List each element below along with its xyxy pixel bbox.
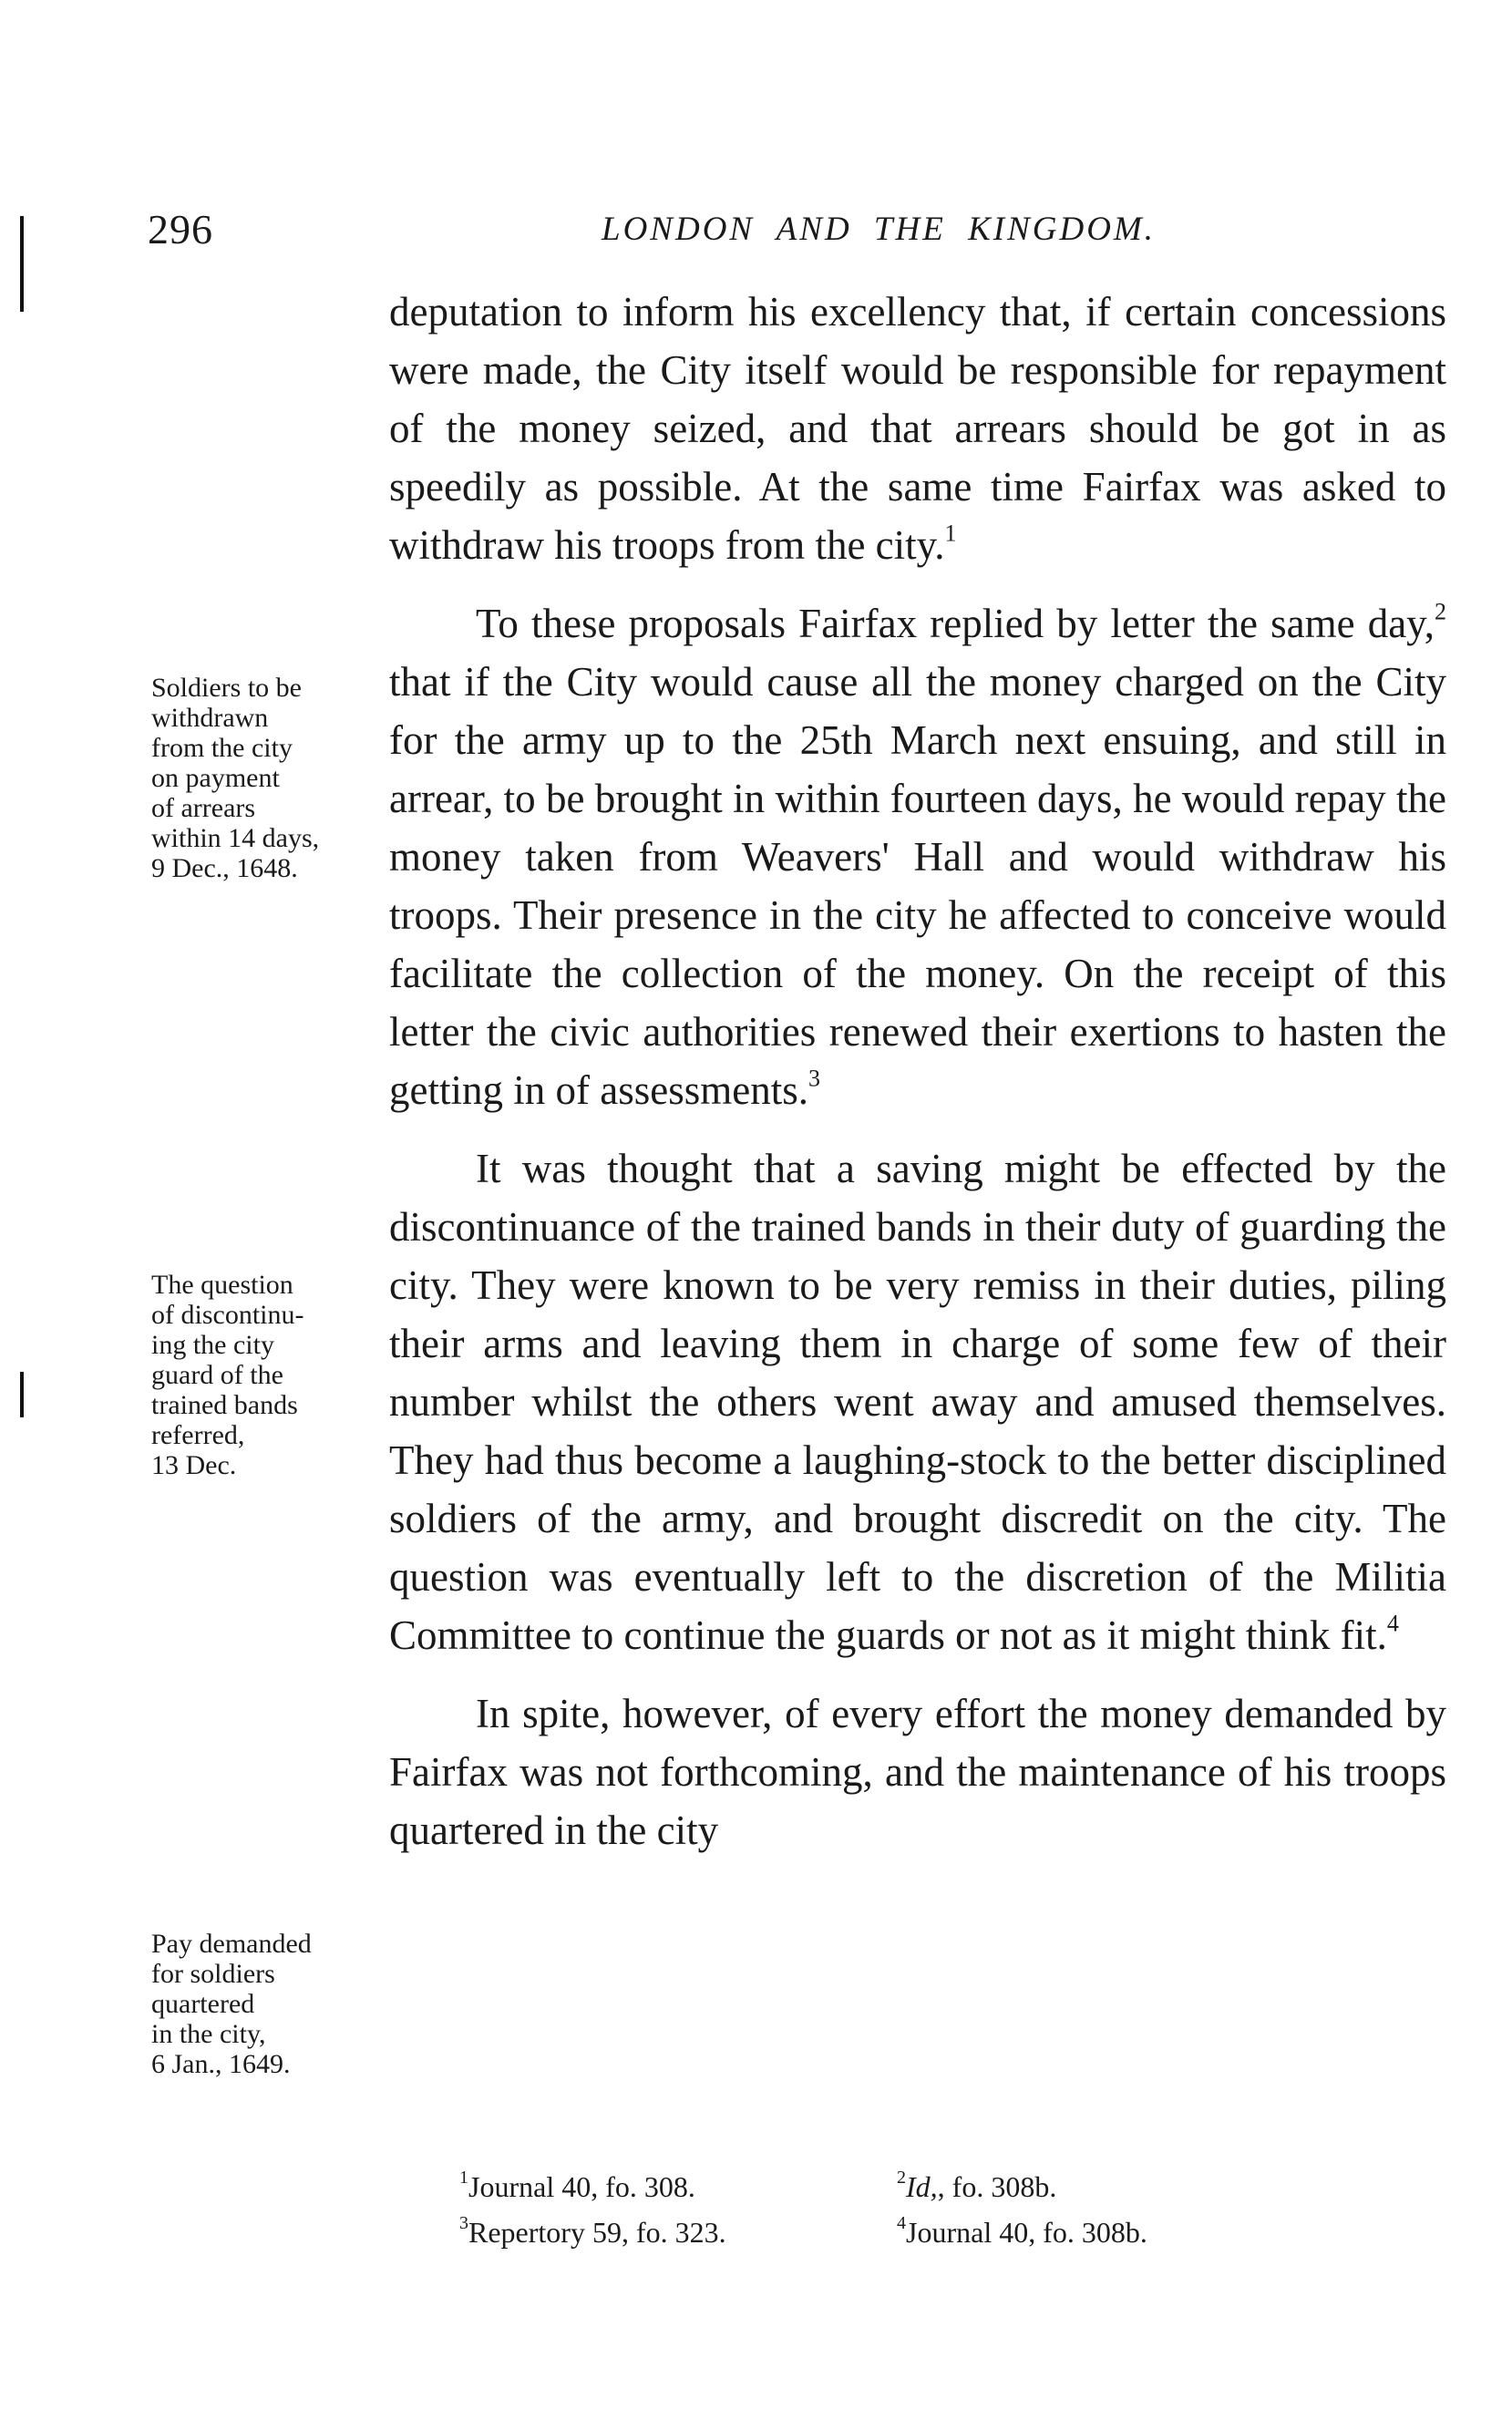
footnote-4 (897, 2209, 1334, 2255)
sidenote-question-discontinuing: The question of discontinu- ing the city guard of the trained bands referred, 13 Dec. (151, 1270, 304, 1480)
paragraph-4 (389, 1684, 1446, 1859)
footnote-1-number: 1 (459, 2168, 468, 2188)
footnote-3-number: 3 (459, 2213, 468, 2233)
footnote-row-2 (459, 2209, 1334, 2255)
footnote-4-text: Journal 40, fo. 308b. (906, 2216, 1147, 2249)
footnote-4-number: 4 (897, 2213, 906, 2233)
footnote-2-text: , fo. 308b. (937, 2170, 1057, 2203)
note-ref-4: 4 (1386, 1610, 1399, 1637)
note-ref-3: 3 (807, 1065, 820, 1092)
sidenote-pay-demanded: Pay demanded for soldiers quartered in the city, 6 Jan., 1649. (151, 1929, 312, 2079)
note-ref-2: 2 (1435, 598, 1446, 625)
paragraph-1-text: deputation to inform his excellency that, if certain concessions were made, the City itself would be responsible for repayment of the money seized, and that arrears should be got in as speedily as possible. At the same time Fairfax was asked to withdraw his troops from the city. (389, 289, 1446, 568)
footnote-2 (897, 2164, 1334, 2209)
note-ref-1: 1 (944, 520, 957, 547)
margin-rule-top (20, 216, 24, 312)
paragraph-2 (389, 594, 1446, 1119)
footnote-1-text: Journal 40, fo. 308. (468, 2170, 695, 2203)
footnotes (459, 2164, 1334, 2255)
page-number: 296 (148, 206, 213, 252)
paragraph-4-text: In spite, however, of every effort the money demanded by Fairfax was not forthcoming, and the maintenance of his troops quartered in the city (389, 1691, 1446, 1853)
paragraph-1 (389, 283, 1446, 574)
sidenote-soldiers-withdrawn: Soldiers to be withdrawn from the city on payment of arrears within 14 days, 9 Dec., 1648. (151, 673, 320, 883)
paragraph-3-text: It was thought that a saving might be effected by the discontinuance of the trained bands in their duty of guarding the city. They were known to be very remiss in their duties, piling their arms and leaving them in charge of some few of their number whilst the others went away and amused themselves. They had thus become a laughing-stock to the better disciplined soldiers of the army, and brought discredit on the city. The question was eventually left to the discretion of the Militia Committee to continue the guards or not as it might think fit. (389, 1146, 1446, 1658)
footnote-3-text: Repertory 59, fo. 323. (468, 2216, 726, 2249)
footnote-2-number: 2 (897, 2168, 906, 2188)
paragraph-2-text-a: To these proposals Fairfax replied by letter the same day, (476, 601, 1435, 646)
paragraph-3 (389, 1139, 1446, 1664)
paragraph-2-text-b: that if the City would cause all the money charged on the City for the army up to the 25th March next ensuing, and still in arrear, to be brought in within fourteen days, he would repay the money taken from Weavers' Hall and would withdraw his troops. Their presence in the city he affected to conceive would facilitate the collection of the money. On the receipt of this letter the civic authorities renewed their exertions to hasten the getting in of assessments. (389, 659, 1446, 1113)
margin-rule-middle (20, 1372, 24, 1417)
body-text (389, 283, 1446, 1859)
footnote-3 (459, 2209, 897, 2255)
footnote-row-1 (459, 2164, 1334, 2209)
footnote-2-italic: Id, (906, 2170, 938, 2203)
footnote-1 (459, 2164, 897, 2209)
running-head: LONDON AND THE KINGDOM. (602, 211, 1156, 248)
